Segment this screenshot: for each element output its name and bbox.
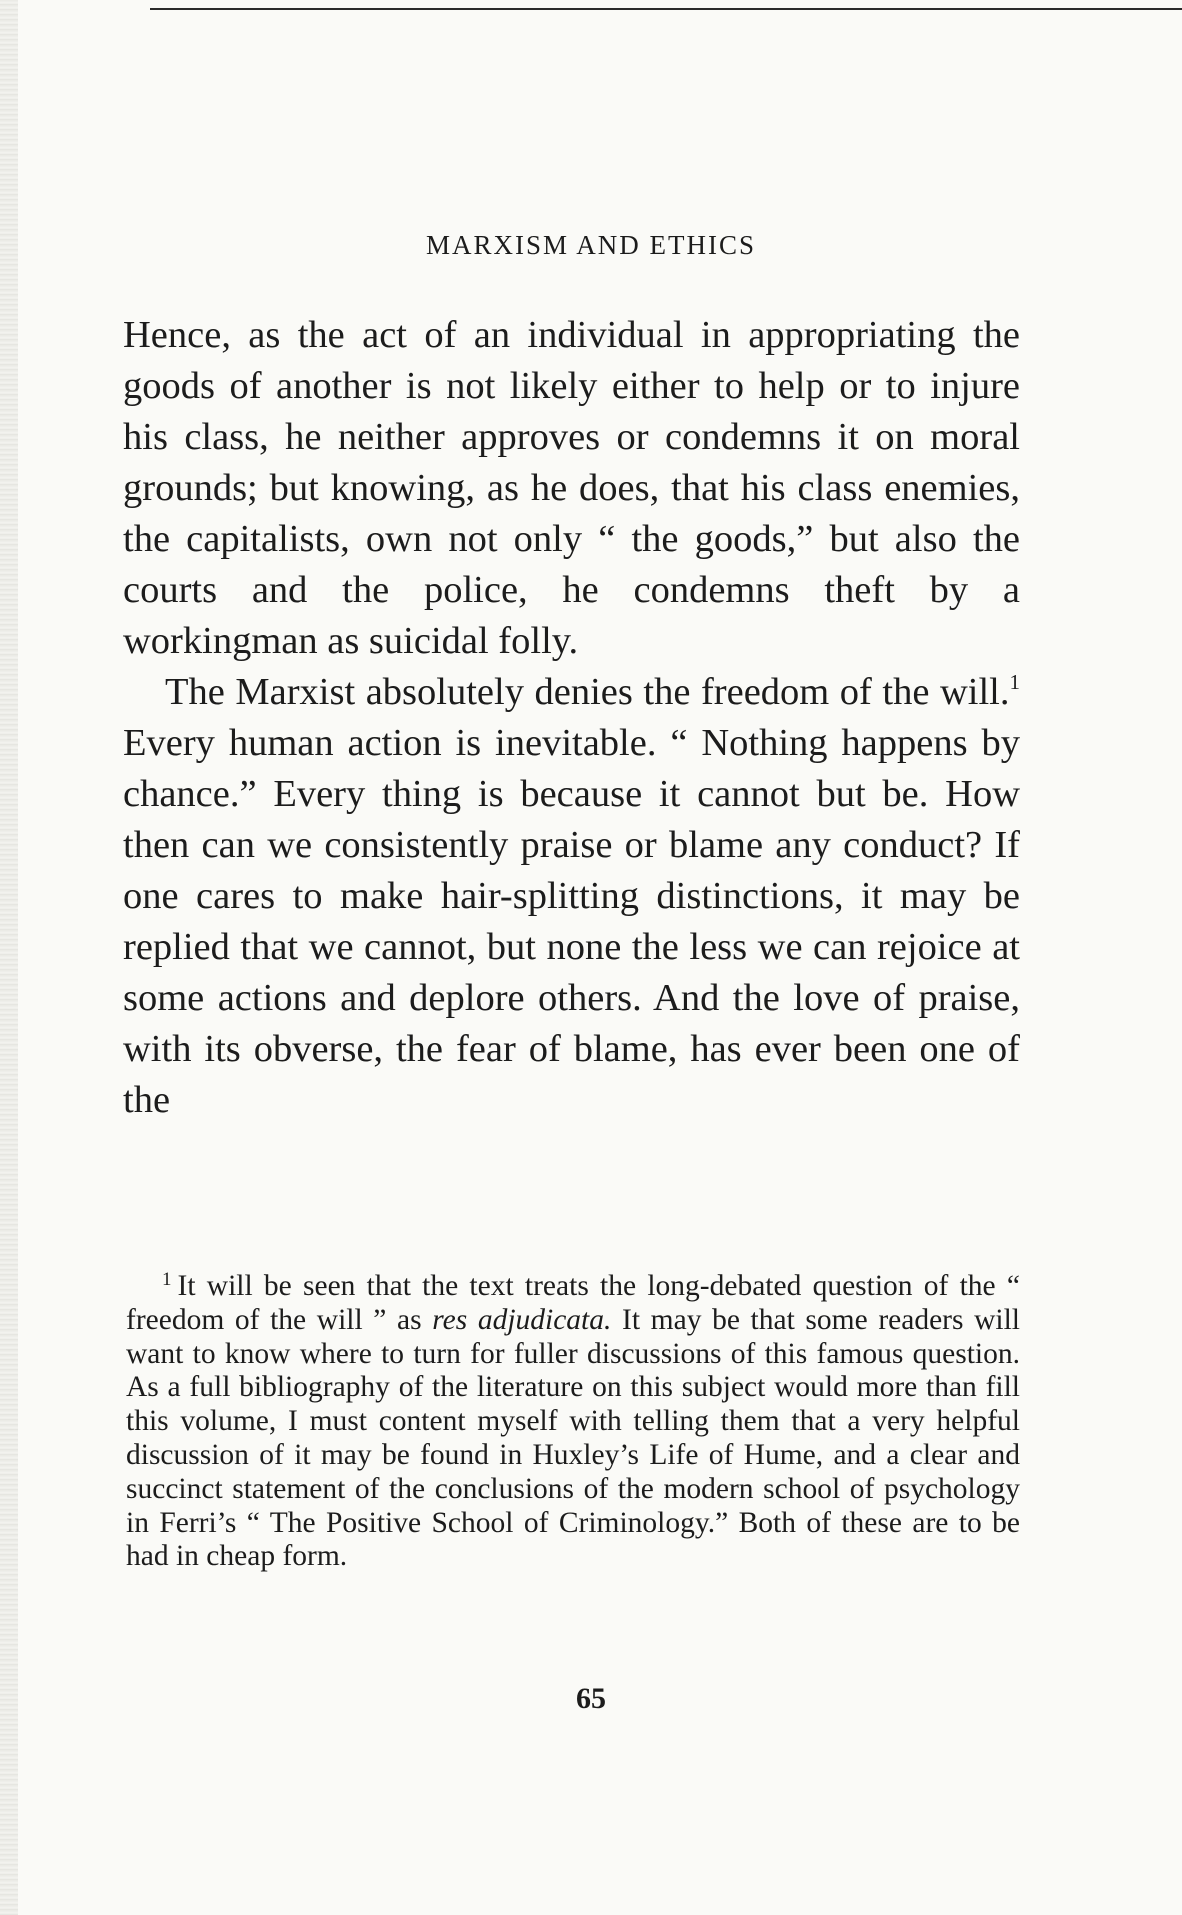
paragraph-2 xyxy=(123,667,1020,1126)
footnote-italic-phrase: res adjudicata. xyxy=(432,1303,612,1336)
footnote-text-after: It may be that some readers will want to know where to turn for fuller discussions of this famous question. As a full bibliography of the literature on this subject would more than fill this volume, I must content myself with telling them that a very helpful discussion of it may be found in Huxley’s Life of Hume, and a clear and succinct statement of the conclusions of the modern school of psychology in Ferri’s “ The Positive School of Criminology.” Both of these are to be had in cheap form. xyxy=(126,1303,1020,1573)
page-edge-shadow xyxy=(0,0,18,1915)
footnote-reference: 1 xyxy=(1009,670,1020,694)
main-text xyxy=(123,310,1020,1126)
footnote-text-before: It will be seen that the text treats the long-debated question of the “ freedom of the will ” as xyxy=(126,1270,1020,1336)
paragraph-2-start: The Marxist absolutely denies the freedom of the will. xyxy=(165,671,1010,713)
paragraph-2-rest: Every human action is inevitable. “ Nothing happens by chance.” Every thing is because it cannot but be. How then can we consistently praise or blame any conduct? If one cares to make hair-splitting distinctions, it may be replied that we cannot, but none the less we can rejoice at some actions and deplore others. And the love of praise, with its obverse, the fear of blame, has ever been one of the xyxy=(123,722,1020,1121)
running-header: MARXISM AND ETHICS xyxy=(425,230,757,260)
paragraph-1: Hence, as the act of an individual in appropriating the goods of another is not likely either to help or to injure his class, he neither approves or condemns it on moral grounds; but knowing, as he does, that his class enemies, the capitalists, own not only “ the goods,” but also the courts and the police, he condemns theft by a workingman as suicidal folly. xyxy=(123,314,1020,662)
footnote xyxy=(126,1270,1020,1574)
top-rule xyxy=(150,8,1182,10)
footnote-marker: 1 xyxy=(162,1269,172,1290)
page-number: 65 xyxy=(576,1682,606,1715)
